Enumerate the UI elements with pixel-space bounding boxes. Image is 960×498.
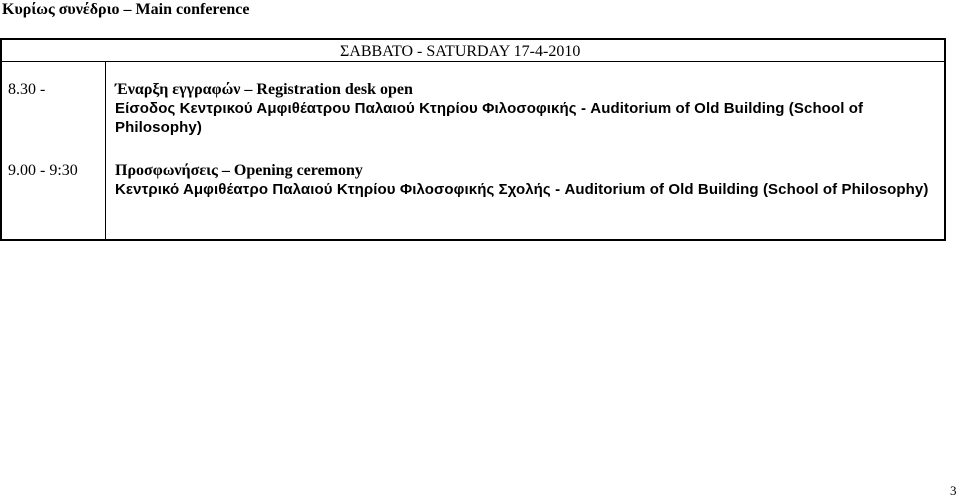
table-row (115, 80, 935, 137)
schedule-table (0, 38, 946, 241)
day-header-label: ΣΑΒΒΑΤΟ - SATURDAY 17-4-2010 (340, 43, 581, 60)
day-header (2, 40, 944, 62)
session-title: Έναρξη εγγραφών – Registration desk open (115, 81, 413, 98)
table-column-divider (105, 62, 106, 241)
session-location: Κεντρικό Αμφιθέατρο Παλαιού Κτηρίου Φιλοσοφικής Σχολής - Auditorium of Old Building (School of Philosophy) (115, 181, 929, 198)
table-row-divider (2, 61, 944, 62)
page-title: Κυρίως συνέδριο – Main conference (2, 1, 250, 18)
time-cell: 9.00 - 9:30 (8, 162, 78, 179)
time-cell: 8.30 - (8, 81, 46, 98)
page-number: 3 (950, 483, 957, 498)
table-row (115, 161, 935, 199)
session-location: Είσοδος Κεντρικού Αμφιθέατρου Παλαιού Κτηρίου Φιλοσοφικής - Auditorium of Old Building (School of Philosophy) (115, 100, 864, 136)
session-title: Προσφωνήσεις – Opening ceremony (115, 162, 363, 179)
